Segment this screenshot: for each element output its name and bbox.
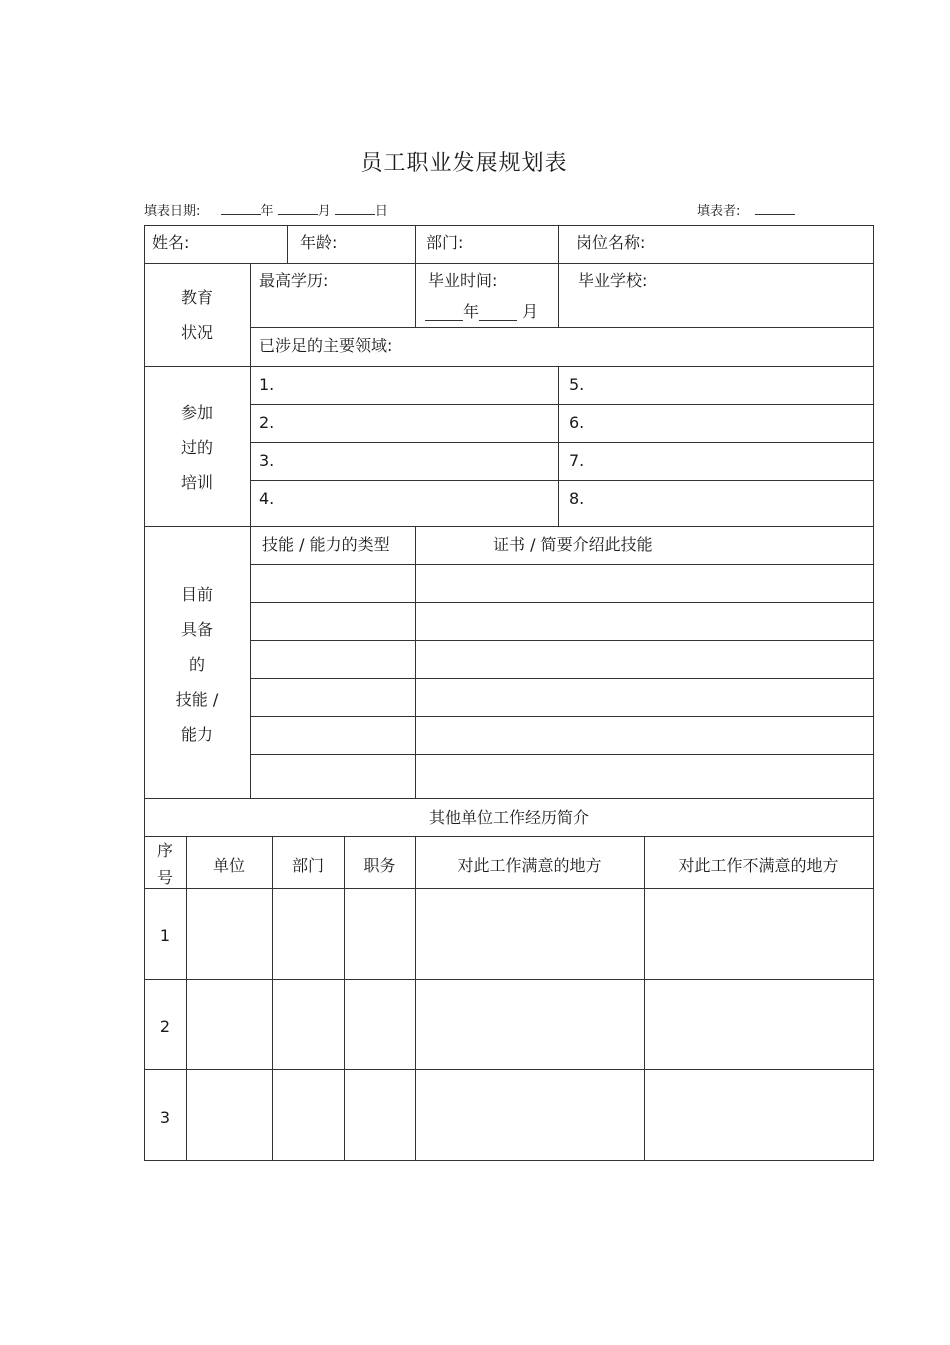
divider	[644, 836, 645, 1160]
skills-section-label: 的	[188, 655, 205, 674]
year-label: 年	[260, 204, 274, 219]
divider	[287, 225, 288, 263]
col-no-header-2: 号	[156, 868, 173, 887]
training-item: 4.	[259, 489, 275, 508]
divider	[144, 263, 874, 264]
divider	[415, 526, 416, 798]
row-number: 2	[159, 1017, 171, 1036]
skills-section-label: 具备	[180, 620, 213, 639]
divider	[250, 602, 874, 603]
divider	[250, 640, 874, 641]
col-duty-header: 职务	[363, 856, 396, 875]
month-blank[interactable]	[278, 202, 318, 215]
month-label: 月	[317, 204, 331, 219]
page-title: 员工职业发展规划表	[360, 151, 568, 176]
col-unit-header: 单位	[212, 856, 245, 875]
training-section-label: 培训	[180, 473, 213, 492]
day-label: 日	[374, 204, 388, 219]
filler-blank[interactable]	[755, 202, 795, 215]
divider	[144, 526, 874, 527]
training-item: 2.	[259, 413, 275, 432]
divider	[144, 979, 874, 980]
training-section-label: 过的	[180, 438, 213, 457]
divider	[250, 442, 874, 443]
grad-time-label: 毕业时间:	[428, 271, 498, 290]
divider	[144, 366, 874, 367]
dept-label: 部门:	[426, 233, 464, 252]
day-blank[interactable]	[335, 202, 375, 215]
divider	[250, 263, 251, 798]
divider	[415, 836, 416, 1160]
table-border-bottom	[144, 1160, 874, 1161]
divider	[558, 225, 559, 263]
filler-label: 填表者:	[697, 204, 741, 219]
divider	[144, 798, 874, 799]
col-no-header: 序	[156, 841, 173, 860]
grad-month-blank[interactable]	[479, 304, 517, 321]
divider	[250, 754, 874, 755]
skills-section-label: 技能 /	[175, 690, 219, 709]
age-label: 年龄:	[300, 233, 338, 252]
year-blank[interactable]	[221, 202, 261, 215]
education-section-label-2: 状况	[180, 323, 213, 342]
divider	[250, 480, 874, 481]
experience-section-title: 其他单位工作经历简介	[428, 808, 589, 827]
row-number: 3	[159, 1108, 171, 1127]
divider	[144, 1069, 874, 1070]
grad-time-blanks	[425, 304, 538, 321]
col-unsatisfied-header: 对此工作不满意的地方	[678, 856, 839, 875]
divider	[558, 366, 559, 526]
highest-degree-label: 最高学历:	[259, 271, 329, 290]
divider	[250, 564, 874, 565]
fill-date-row	[144, 200, 388, 219]
col-dept-header: 部门	[291, 856, 324, 875]
training-item: 6.	[569, 413, 585, 432]
divider	[250, 327, 874, 328]
school-label: 毕业学校:	[578, 271, 648, 290]
divider	[250, 716, 874, 717]
education-section-label: 教育	[180, 288, 213, 307]
divider	[344, 836, 345, 1160]
training-item: 3.	[259, 451, 275, 470]
skills-section-label: 目前	[180, 585, 213, 604]
divider	[250, 404, 874, 405]
divider	[558, 263, 559, 327]
divider	[272, 836, 273, 1160]
divider	[144, 888, 874, 889]
divider	[250, 678, 874, 679]
divider	[144, 836, 874, 837]
certificate-header: 证书 / 简要介绍此技能	[493, 535, 653, 554]
col-satisfied-header: 对此工作满意的地方	[457, 856, 602, 875]
training-item: 7.	[569, 451, 585, 470]
fill-date-label: 填表日期:	[144, 204, 201, 219]
fields-label: 已涉足的主要领域:	[259, 336, 393, 355]
grad-year-label: 年	[463, 302, 480, 321]
training-item: 1.	[259, 375, 275, 394]
divider	[415, 263, 416, 327]
grad-year-blank[interactable]	[425, 304, 463, 321]
table-border-top	[144, 225, 874, 226]
filler-row	[697, 200, 795, 219]
row-number: 1	[159, 926, 171, 945]
name-label: 姓名:	[152, 233, 190, 252]
position-label: 岗位名称:	[576, 233, 646, 252]
grad-month-label: 月	[522, 302, 539, 321]
divider	[186, 836, 187, 1160]
skills-section-label: 能力	[180, 725, 213, 744]
skill-type-header: 技能 / 能力的类型	[262, 535, 390, 554]
divider	[415, 225, 416, 263]
training-item: 8.	[569, 489, 585, 508]
training-item: 5.	[569, 375, 585, 394]
training-section-label: 参加	[180, 403, 213, 422]
